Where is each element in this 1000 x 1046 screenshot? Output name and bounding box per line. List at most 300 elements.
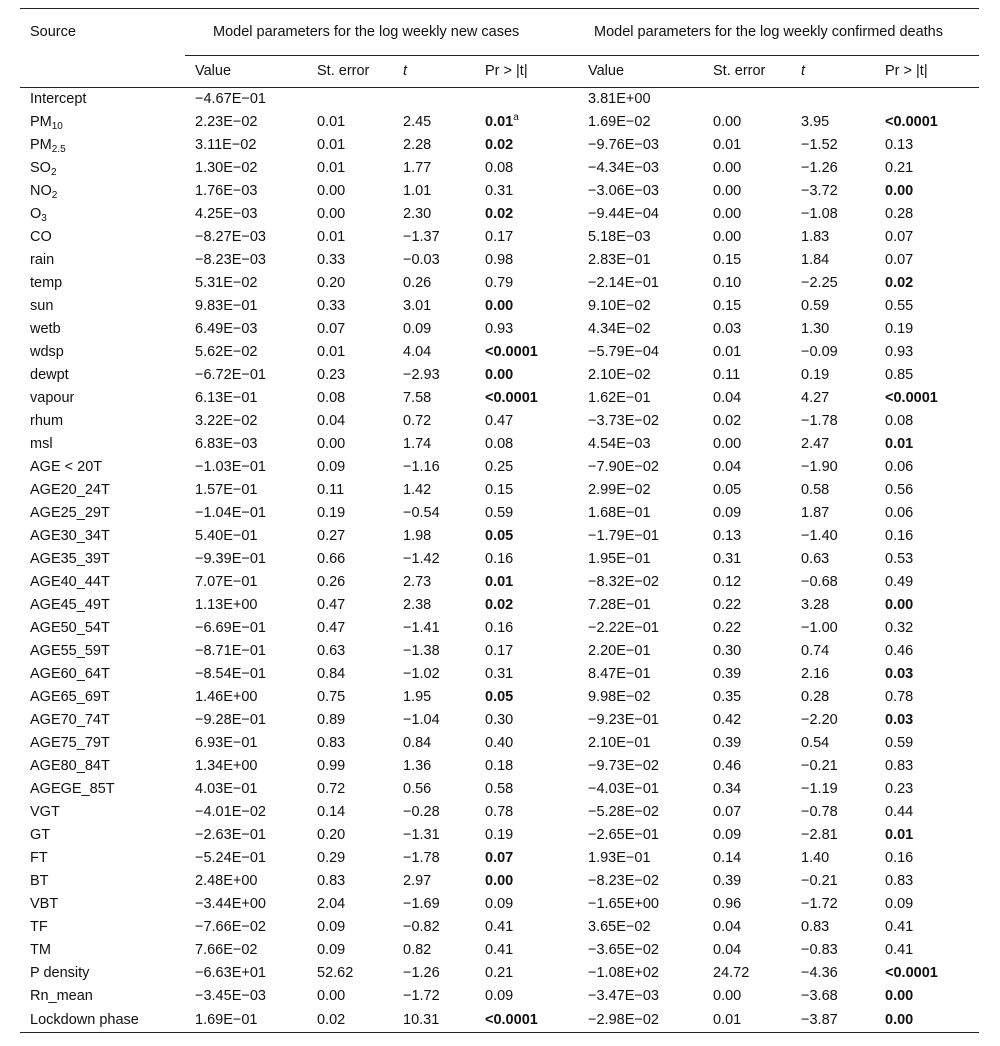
cell-value-cases: 6.83E−03 <box>195 436 258 452</box>
cell-value-cases: −9.39E−01 <box>195 551 266 567</box>
cell-st-error-cases: 0.04 <box>317 413 346 429</box>
cell-value-deaths: −1.08E+02 <box>588 965 659 981</box>
cell-pr-cases: 0.59 <box>485 505 514 521</box>
cell-value-deaths: −2.22E−01 <box>588 620 659 636</box>
cell-value-cases: 4.03E−01 <box>195 781 258 797</box>
cell-value-deaths: −8.32E−02 <box>588 574 659 590</box>
cell-t-cases <box>393 88 475 112</box>
cell-value-deaths: 5.18E−03 <box>588 229 651 245</box>
cell-pr-cases: <0.0001 <box>485 390 538 406</box>
cell-t-deaths: 0.74 <box>801 643 830 659</box>
cell-value-cases: −1.04E−01 <box>195 505 266 521</box>
cell-pr-cases: 0.16 <box>485 620 514 636</box>
cell-value-cases: 1.46E+00 <box>195 689 258 705</box>
cell-value-deaths: 1.62E−01 <box>588 390 651 406</box>
cell-t-cases: 1.95 <box>403 689 432 705</box>
cell-pr-deaths: 0.41 <box>885 942 914 958</box>
cell-pr-cases: 0.02 <box>485 137 514 153</box>
cell-st-error-cases: 0.09 <box>317 919 346 935</box>
row-label: $SO_2$ <box>30 160 57 178</box>
cell-st-error-cases: 0.07 <box>317 321 346 337</box>
cell-t-cases: 0.84 <box>403 735 432 751</box>
table-row <box>20 157 979 180</box>
cell-pr-cases <box>475 88 578 112</box>
cell-value-deaths: −9.73E−02 <box>588 758 659 774</box>
row-label: AGE55_59T <box>30 643 110 659</box>
cell-t-cases: 10.31 <box>393 1008 475 1033</box>
cell-value-deaths: 2.99E−02 <box>588 482 651 498</box>
cell-value-deaths: 9.98E−02 <box>588 689 651 705</box>
cell-value-deaths: −8.23E−02 <box>588 873 659 889</box>
cell-st-error-deaths: 0.22 <box>713 597 742 613</box>
col-pr-cases: Pr > |t| <box>475 56 578 88</box>
cell-st-error-cases: 2.04 <box>317 896 346 912</box>
table-row <box>20 433 979 456</box>
row-label: $PM_{10}$ <box>30 114 63 132</box>
cell-st-error-deaths: 0.00 <box>713 229 742 245</box>
cell-value-cases: 1.30E−02 <box>195 160 258 176</box>
table-row <box>20 502 979 525</box>
table-row <box>20 295 979 318</box>
row-label: CO <box>30 229 52 245</box>
cell-st-error-deaths: 0.00 <box>713 206 742 222</box>
cell-value-deaths: −2.98E−02 <box>578 1008 703 1033</box>
cell-value-cases: −3.45E−03 <box>195 988 266 1004</box>
cell-st-error-deaths: 0.01 <box>713 344 742 360</box>
row-label: VBT <box>30 896 59 912</box>
table-row <box>20 847 979 870</box>
cell-pr-cases: 0.21 <box>485 965 514 981</box>
cell-st-error-deaths: 0.14 <box>713 850 742 866</box>
cell-pr-deaths: 0.44 <box>885 804 914 820</box>
cell-t-cases: 7.58 <box>403 390 432 406</box>
cell-t-cases: 1.42 <box>403 482 432 498</box>
cell-t-cases: −1.26 <box>403 965 440 981</box>
cell-t-cases: 1.36 <box>403 758 432 774</box>
cell-pr-cases: 0.30 <box>485 712 514 728</box>
cell-t-deaths: −0.21 <box>801 758 838 774</box>
cell-t-cases: −1.72 <box>403 988 440 1004</box>
cell-t-cases: −1.42 <box>403 551 440 567</box>
cell-st-error-deaths: 0.04 <box>713 459 742 475</box>
table-row <box>20 640 979 663</box>
cell-value-deaths: −3.47E−03 <box>588 988 659 1004</box>
table-row <box>20 985 979 1008</box>
cell-value-deaths: 4.34E−02 <box>588 321 651 337</box>
cell-st-error-deaths: 0.02 <box>713 413 742 429</box>
row-label: AGE20_24T <box>30 482 110 498</box>
cell-st-error-deaths: 24.72 <box>713 965 750 981</box>
cell-t-cases: 2.38 <box>403 597 432 613</box>
table-row <box>20 456 979 479</box>
cell-st-error-deaths: 0.03 <box>713 321 742 337</box>
cell-t-deaths: −0.09 <box>801 344 838 360</box>
cell-t-deaths: −2.81 <box>801 827 838 843</box>
cell-st-error-cases: 0.02 <box>307 1008 393 1033</box>
cell-pr-cases: 0.08 <box>485 160 514 176</box>
row-label: wdsp <box>30 344 64 360</box>
row-label-subscript: 2.5 <box>51 144 66 155</box>
cell-st-error-deaths: 0.42 <box>713 712 742 728</box>
cell-pr-deaths: 0.55 <box>885 298 914 314</box>
cell-st-error-cases: 0.00 <box>317 206 346 222</box>
cell-pr-cases: 0.09 <box>485 896 514 912</box>
cell-value-cases: −7.66E−02 <box>195 919 266 935</box>
col-t-cases: t <box>393 56 475 88</box>
cell-st-error-deaths: 0.31 <box>713 551 742 567</box>
cell-t-cases: −1.04 <box>403 712 440 728</box>
cell-pr-deaths: 0.00 <box>875 1008 979 1033</box>
row-label: $PM_{2.5}$ <box>30 137 66 155</box>
row-label: msl <box>30 436 53 452</box>
cell-value-cases: −9.28E−01 <box>195 712 266 728</box>
cell-pr-deaths: 0.46 <box>885 643 914 659</box>
cell-value-cases: −1.03E−01 <box>195 459 266 475</box>
cell-pr-cases: <0.0001 <box>475 1008 578 1033</box>
col-pr-deaths: Pr > |t| <box>875 56 979 88</box>
row-label: $NO_2$ <box>30 183 58 201</box>
cell-st-error-cases: 0.00 <box>317 988 346 1004</box>
cell-value-cases: −4.67E−01 <box>195 91 266 107</box>
cell-t-deaths: −4.36 <box>801 965 838 981</box>
cell-t-deaths: 0.19 <box>801 367 830 383</box>
cell-pr-deaths: 0.85 <box>885 367 914 383</box>
cell-pr-deaths: <0.0001 <box>885 965 938 981</box>
cell-value-cases: 1.34E+00 <box>195 758 258 774</box>
row-label: sun <box>30 298 54 314</box>
cell-t-cases: −1.02 <box>403 666 440 682</box>
cell-st-error-deaths: 0.04 <box>713 919 742 935</box>
cell-pr-deaths: 0.08 <box>885 413 914 429</box>
cell-st-error-deaths: 0.04 <box>713 390 742 406</box>
model-parameters-table <box>20 8 979 1033</box>
cell-value-cases: −3.44E+00 <box>195 896 266 912</box>
cell-t-deaths: 3.28 <box>801 597 830 613</box>
cell-pr-deaths: 0.13 <box>885 137 914 153</box>
cell-pr-cases: 0.02 <box>485 597 514 613</box>
cell-st-error-deaths: 0.09 <box>713 827 742 843</box>
row-label: Intercept <box>30 91 87 107</box>
cell-pr-cases: 0.18 <box>485 758 514 774</box>
cell-value-deaths: 2.20E−01 <box>588 643 651 659</box>
cell-st-error-cases: 0.19 <box>317 505 346 521</box>
cell-pr-cases: 0.00 <box>485 873 514 889</box>
new-cases-group-header: Model parameters for the log weekly new cases <box>185 9 578 56</box>
col-t-deaths: t <box>791 56 875 88</box>
table-row <box>20 134 979 157</box>
cell-t-deaths: −2.20 <box>801 712 838 728</box>
table-row <box>20 962 979 985</box>
cell-value-deaths: −1.79E−01 <box>588 528 659 544</box>
col-st-error-cases: St. error <box>307 56 393 88</box>
cell-t-cases: 0.26 <box>403 275 432 291</box>
row-label-subscript: 10 <box>51 121 63 132</box>
cell-st-error-cases: 0.11 <box>317 482 345 498</box>
cell-st-error-deaths: 0.15 <box>713 298 742 314</box>
cell-pr-cases: 0.40 <box>485 735 514 751</box>
cell-st-error-deaths: 0.07 <box>713 804 742 820</box>
cell-pr-deaths: 0.78 <box>885 689 914 705</box>
cell-value-cases: 3.22E−02 <box>195 413 258 429</box>
table-row <box>20 226 979 249</box>
cell-pr-cases: 0.41 <box>485 942 514 958</box>
row-label: AGE40_44T <box>30 574 110 590</box>
row-label: AGE75_79T <box>30 735 110 751</box>
cell-st-error-deaths: 0.39 <box>713 873 742 889</box>
cell-value-cases: −8.23E−03 <box>195 252 266 268</box>
row-label: AGE60_64T <box>30 666 110 682</box>
cell-value-deaths: −5.79E−04 <box>588 344 659 360</box>
table-row <box>20 709 979 732</box>
cell-st-error-deaths: 0.12 <box>713 574 742 590</box>
cell-t-deaths: −1.26 <box>801 160 838 176</box>
cell-value-deaths: 1.93E−01 <box>588 850 651 866</box>
cell-t-cases: 2.73 <box>403 574 432 590</box>
cell-pr-deaths: 0.01 <box>885 436 914 452</box>
cell-pr-deaths: 0.16 <box>885 528 914 544</box>
cell-value-cases: 5.62E−02 <box>195 344 258 360</box>
row-label: AGE70_74T <box>30 712 110 728</box>
cell-value-deaths: −1.65E+00 <box>588 896 659 912</box>
cell-value-deaths: −3.06E−03 <box>588 183 659 199</box>
cell-t-deaths: 0.83 <box>801 919 830 935</box>
table-row <box>20 594 979 617</box>
source-header: Source <box>20 9 185 56</box>
cell-t-deaths: 4.27 <box>801 390 830 406</box>
cell-pr-cases: 0.47 <box>485 413 514 429</box>
cell-st-error-deaths: 0.11 <box>713 367 741 383</box>
cell-st-error-deaths: 0.10 <box>713 275 742 291</box>
cell-st-error-cases: 0.20 <box>317 275 346 291</box>
cell-pr-deaths: 0.09 <box>885 896 914 912</box>
cell-value-cases: −8.54E−01 <box>195 666 266 682</box>
cell-pr-cases: 0.15 <box>485 482 514 498</box>
table-row <box>20 249 979 272</box>
cell-pr-cases: 0.93 <box>485 321 514 337</box>
cell-pr-deaths: 0.03 <box>885 712 914 728</box>
cell-pr-deaths <box>875 88 979 112</box>
cell-st-error-deaths: 0.00 <box>713 436 742 452</box>
cell-t-cases: −1.38 <box>403 643 440 659</box>
cell-st-error-deaths: 0.34 <box>713 781 742 797</box>
cell-pr-cases: 0.05 <box>485 528 514 544</box>
table-row <box>20 663 979 686</box>
cell-t-deaths: −0.68 <box>801 574 838 590</box>
cell-value-deaths: 3.65E−02 <box>588 919 651 935</box>
row-label: AGE35_39T <box>30 551 110 567</box>
cell-pr-cases: 0.00 <box>485 367 514 383</box>
cell-t-deaths: −0.21 <box>801 873 838 889</box>
cell-value-cases: −5.24E−01 <box>195 850 266 866</box>
row-label-subscript: 2 <box>51 190 58 201</box>
cell-st-error-cases: 0.47 <box>317 620 346 636</box>
cell-value-deaths: −9.23E−01 <box>588 712 659 728</box>
cell-pr-cases: 0.08 <box>485 436 514 452</box>
cell-st-error-cases: 0.23 <box>317 367 346 383</box>
cell-pr-deaths: 0.06 <box>885 505 914 521</box>
cell-pr-cases: 0.07 <box>485 850 514 866</box>
cell-st-error-cases: 0.89 <box>317 712 346 728</box>
cell-t-deaths: −1.00 <box>801 620 838 636</box>
table-row <box>20 916 979 939</box>
cell-t-cases: 1.01 <box>403 183 432 199</box>
table-row <box>20 318 979 341</box>
cell-t-deaths: 3.95 <box>801 114 830 130</box>
table-row <box>20 548 979 571</box>
cell-st-error-deaths: 0.39 <box>713 735 742 751</box>
source-subheader-empty <box>20 56 185 88</box>
cell-st-error-cases: 0.20 <box>317 827 346 843</box>
cell-pr-deaths: <0.0001 <box>885 390 938 406</box>
row-label: temp <box>30 275 63 291</box>
row-label: $O_3$ <box>30 206 47 224</box>
cell-pr-cases: 0.58 <box>485 781 514 797</box>
cell-t-cases: −2.93 <box>403 367 440 383</box>
table-body <box>20 88 979 1033</box>
cell-t-cases: 2.28 <box>403 137 432 153</box>
row-label: AGE45_49T <box>30 597 110 613</box>
cell-t-deaths: 2.16 <box>801 666 830 682</box>
cell-st-error-cases: 0.75 <box>317 689 346 705</box>
cell-value-cases: 1.13E+00 <box>195 597 258 613</box>
table-row <box>20 571 979 594</box>
cell-value-cases: 5.31E−02 <box>195 275 258 291</box>
cell-value-deaths: −9.44E−04 <box>588 206 659 222</box>
cell-st-error-deaths: 0.09 <box>713 505 742 521</box>
cell-t-deaths: −1.90 <box>801 459 838 475</box>
cell-st-error-cases: 0.14 <box>317 804 346 820</box>
cell-t-cases: −1.37 <box>403 229 440 245</box>
cell-pr-cases: 0.31 <box>485 183 514 199</box>
cell-st-error-cases: 0.01 <box>317 344 346 360</box>
cell-pr-deaths: 0.02 <box>885 275 914 291</box>
cell-t-cases: 0.56 <box>403 781 432 797</box>
cell-t-deaths: −3.72 <box>801 183 838 199</box>
cell-st-error-cases <box>307 88 393 112</box>
cell-value-cases: −6.69E−01 <box>195 620 266 636</box>
cell-value-deaths: −2.14E−01 <box>588 275 659 291</box>
cell-pr-deaths: 0.56 <box>885 482 914 498</box>
cell-pr-deaths: 0.23 <box>885 781 914 797</box>
table-row <box>20 341 979 364</box>
cell-value-cases: 6.93E−01 <box>195 735 258 751</box>
row-label: TM <box>30 942 51 958</box>
cell-st-error-cases: 0.01 <box>317 137 346 153</box>
cell-value-cases: 7.66E−02 <box>195 942 258 958</box>
table-row <box>20 479 979 502</box>
row-label: AGE65_69T <box>30 689 110 705</box>
cell-st-error-cases: 0.66 <box>317 551 346 567</box>
cell-pr-cases: 0.00 <box>485 298 514 314</box>
row-label: GT <box>30 827 51 843</box>
table-row <box>20 111 979 134</box>
cell-st-error-deaths: 0.30 <box>713 643 742 659</box>
cell-value-deaths: −5.28E−02 <box>588 804 659 820</box>
cell-st-error-deaths: 0.13 <box>713 528 742 544</box>
cell-st-error-deaths: 0.00 <box>713 183 742 199</box>
cell-value-cases: 5.40E−01 <box>195 528 258 544</box>
cell-st-error-cases: 0.09 <box>317 942 346 958</box>
cell-value-cases: 1.76E−03 <box>195 183 258 199</box>
row-label: Lockdown phase <box>20 1008 185 1033</box>
cell-value-cases: 6.49E−03 <box>195 321 258 337</box>
cell-pr-cases: 0.01 <box>485 574 514 590</box>
cell-pr-deaths: 0.83 <box>885 758 914 774</box>
cell-pr-deaths: 0.19 <box>885 321 914 337</box>
cell-t-deaths: 1.30 <box>801 321 830 337</box>
cell-t-cases: 1.98 <box>403 528 432 544</box>
cell-pr-deaths: 0.01 <box>885 827 914 843</box>
cell-value-cases: 3.11E−02 <box>195 137 257 153</box>
cell-pr-deaths: 0.00 <box>885 597 914 613</box>
cell-st-error-cases: 52.62 <box>317 965 354 981</box>
cell-pr-cases: 0.01$^a$ <box>485 112 519 130</box>
cell-value-cases: 4.25E−03 <box>195 206 258 222</box>
row-label: vapour <box>30 390 75 406</box>
cell-t-cases: 0.72 <box>403 413 432 429</box>
cell-t-cases: −1.31 <box>403 827 440 843</box>
cell-t-deaths: −1.08 <box>801 206 838 222</box>
row-label: AGE < 20T <box>30 459 103 475</box>
row-label-subscript: 2 <box>50 167 57 178</box>
cell-t-cases: −0.54 <box>403 505 440 521</box>
cell-st-error-deaths: 0.46 <box>713 758 742 774</box>
cell-st-error-deaths: 0.00 <box>713 988 742 1004</box>
cell-value-deaths: 7.28E−01 <box>588 597 651 613</box>
cell-value-deaths: −7.90E−02 <box>588 459 659 475</box>
cell-value-deaths: 9.10E−02 <box>588 298 651 314</box>
cell-st-error-deaths: 0.00 <box>713 114 742 130</box>
cell-st-error-cases: 0.29 <box>317 850 346 866</box>
cell-t-cases: 0.82 <box>403 942 432 958</box>
footnote-marker: a <box>513 112 519 123</box>
cell-st-error-deaths <box>703 88 791 112</box>
cell-st-error-cases: 0.33 <box>317 298 346 314</box>
cell-st-error-deaths: 0.39 <box>713 666 742 682</box>
row-label: TF <box>30 919 48 935</box>
cell-value-cases: 1.57E−01 <box>195 482 258 498</box>
cell-pr-cases: 0.09 <box>485 988 514 1004</box>
col-st-error-deaths: St. error <box>703 56 791 88</box>
cell-t-deaths: −1.52 <box>801 137 838 153</box>
cell-t-deaths: 1.87 <box>801 505 830 521</box>
cell-t-cases: 2.45 <box>403 114 432 130</box>
cell-t-cases: 4.04 <box>403 344 432 360</box>
cell-pr-deaths: 0.28 <box>885 206 914 222</box>
cell-st-error-deaths: 0.01 <box>713 137 742 153</box>
cell-value-deaths: 1.69E−02 <box>588 114 651 130</box>
cell-value-cases: 6.13E−01 <box>195 390 258 406</box>
cell-value-cases: −6.72E−01 <box>195 367 266 383</box>
cell-st-error-cases: 0.00 <box>317 436 346 452</box>
cell-pr-deaths: <0.0001 <box>885 114 938 130</box>
table-row <box>20 410 979 433</box>
table-row <box>20 870 979 893</box>
cell-t-deaths: −0.83 <box>801 942 838 958</box>
cell-t-cases: −1.41 <box>403 620 440 636</box>
cell-pr-cases: 0.98 <box>485 252 514 268</box>
table-row <box>20 778 979 801</box>
table-row <box>20 755 979 778</box>
col-value-cases: Value <box>185 56 307 88</box>
row-label: FT <box>30 850 48 866</box>
cell-t-deaths: 0.28 <box>801 689 830 705</box>
cell-pr-deaths: 0.93 <box>885 344 914 360</box>
cell-st-error-cases: 0.84 <box>317 666 346 682</box>
table-row <box>20 732 979 755</box>
row-label: AGE30_34T <box>30 528 110 544</box>
cell-t-cases: 3.01 <box>403 298 432 314</box>
